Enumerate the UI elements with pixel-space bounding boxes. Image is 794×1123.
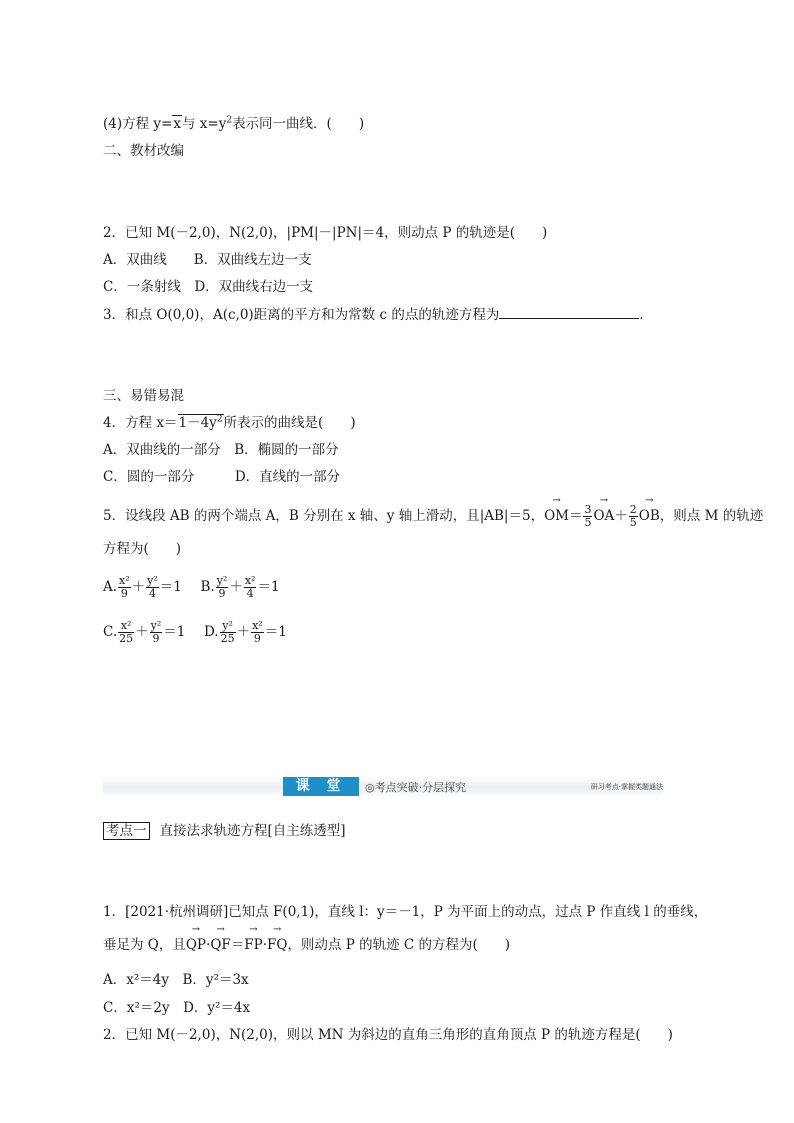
fraction-3-5: $\frac{3}{5}$ — [584, 503, 592, 529]
topic-1-header — [103, 822, 346, 840]
q4-options-cd: C．圆的一部分 D．直线的一部分 — [103, 469, 341, 485]
p1-line2: 垂足为 Q，且→ QP·→ QF＝→ FP·→ FQ，则动点 P 的轨迹 C 的方程为( ) — [103, 936, 510, 954]
topic-tag: 考点一 — [103, 822, 150, 840]
vector-ob: → OB — [639, 507, 660, 525]
vector-oa: → OA — [593, 507, 614, 525]
q5-stem: 5．设线段 AB 的两个端点 A，B 分别在 x 轴、y 轴上滑动，且|AB|＝5，→ OM＝ $\frac{3}{5}$ → OA＋ $\frac{2}{5}$ → OB，则点 M 的轨迹 — [103, 504, 763, 529]
q5-option-d: D. $\frac{\text{y²}}{25}$ ＋ $\frac{\text{x²}}{9}$ ＝1 — [203, 619, 287, 645]
q5-option-a: A. $\frac{\text{x²}}{9}$ ＋ $\frac{\text{y²}}{4}$ ＝1 — [103, 574, 182, 600]
banner-subtitle: ◎考点突破·分层探究 — [365, 781, 467, 794]
topic-title: 直接法求轨迹方程[自主练透型] — [159, 823, 346, 839]
vector-qf: → QF — [210, 936, 230, 954]
class-section-banner — [103, 776, 663, 798]
p1-options-cd: C．x²＝2y D．y²＝4x — [103, 1000, 251, 1016]
vector-om: → OM — [544, 507, 569, 525]
fraction-2-5: $\frac{2}{5}$ — [629, 503, 637, 529]
heading-textbook-adaptation: 二、教材改编 — [103, 143, 184, 159]
q2-stem: 2．已知 M(－2,0)，N(2,0)，|PM|－|PN|＝4，则动点 P 的轨迹是( ) — [103, 225, 548, 241]
p1-line1: 1．[2021·杭州调研]已知点 F(0,1)，直线 l：y＝－1，P 为平面上的动点，过点 P 作直线 l 的垂线， — [103, 904, 708, 920]
q5-options-ab — [103, 575, 280, 600]
q3-stem: 3．和点 O(0,0)，A(c,0)距离的平方和为常数 c 的点的轨迹方程为 ． — [103, 307, 653, 323]
heading-error-prone: 三、易错易混 — [103, 388, 184, 404]
answer-blank — [499, 305, 639, 319]
banner-title: 课 堂 — [283, 777, 359, 796]
item-4-statement: (4)方程 y=x与 $x=y^2$表示同一曲线．( ) — [103, 115, 365, 132]
q2-options-cd: C．一条射线 D．双曲线右边一支 — [103, 279, 314, 295]
q4-options-ab: A．双曲线的一部分 B．椭圆的一部分 — [103, 442, 339, 458]
p2-stem: 2．已知 M(－2,0)，N(2,0)，则以 MN 为斜边的直角三角形的直角顶点 P 的轨迹方程是( ) — [103, 1027, 673, 1043]
q5-options-cd — [103, 620, 287, 645]
sqrt-expression: $1-4y^2$ — [178, 414, 223, 431]
vector-fp: → FP — [244, 936, 262, 954]
vector-qp: → QP — [186, 936, 206, 954]
q4-stem: 4．方程 $x=1-4y^2$所表示的曲线是( ) — [103, 414, 356, 431]
sqrt-x: x — [173, 116, 181, 132]
q5-option-c: C. $\frac{\text{x²}}{25}$ ＋ $\frac{\text{y²}}{9}$ ＝1 — [103, 619, 186, 645]
p1-options-ab: A．x²＝4y B．y²＝3x — [103, 972, 249, 988]
banner-slogan: 研习考点·掌握类题通法 — [590, 783, 663, 791]
q5-line2: 方程为( ) — [103, 541, 182, 557]
q5-option-b: B. $\frac{\text{y²}}{9}$ ＋ $\frac{\text{x²}}{4}$ ＝1 — [200, 574, 280, 600]
q2-options-ab: A．双曲线 B．双曲线左边一支 — [103, 252, 312, 268]
vector-fq: → FQ — [267, 936, 287, 954]
